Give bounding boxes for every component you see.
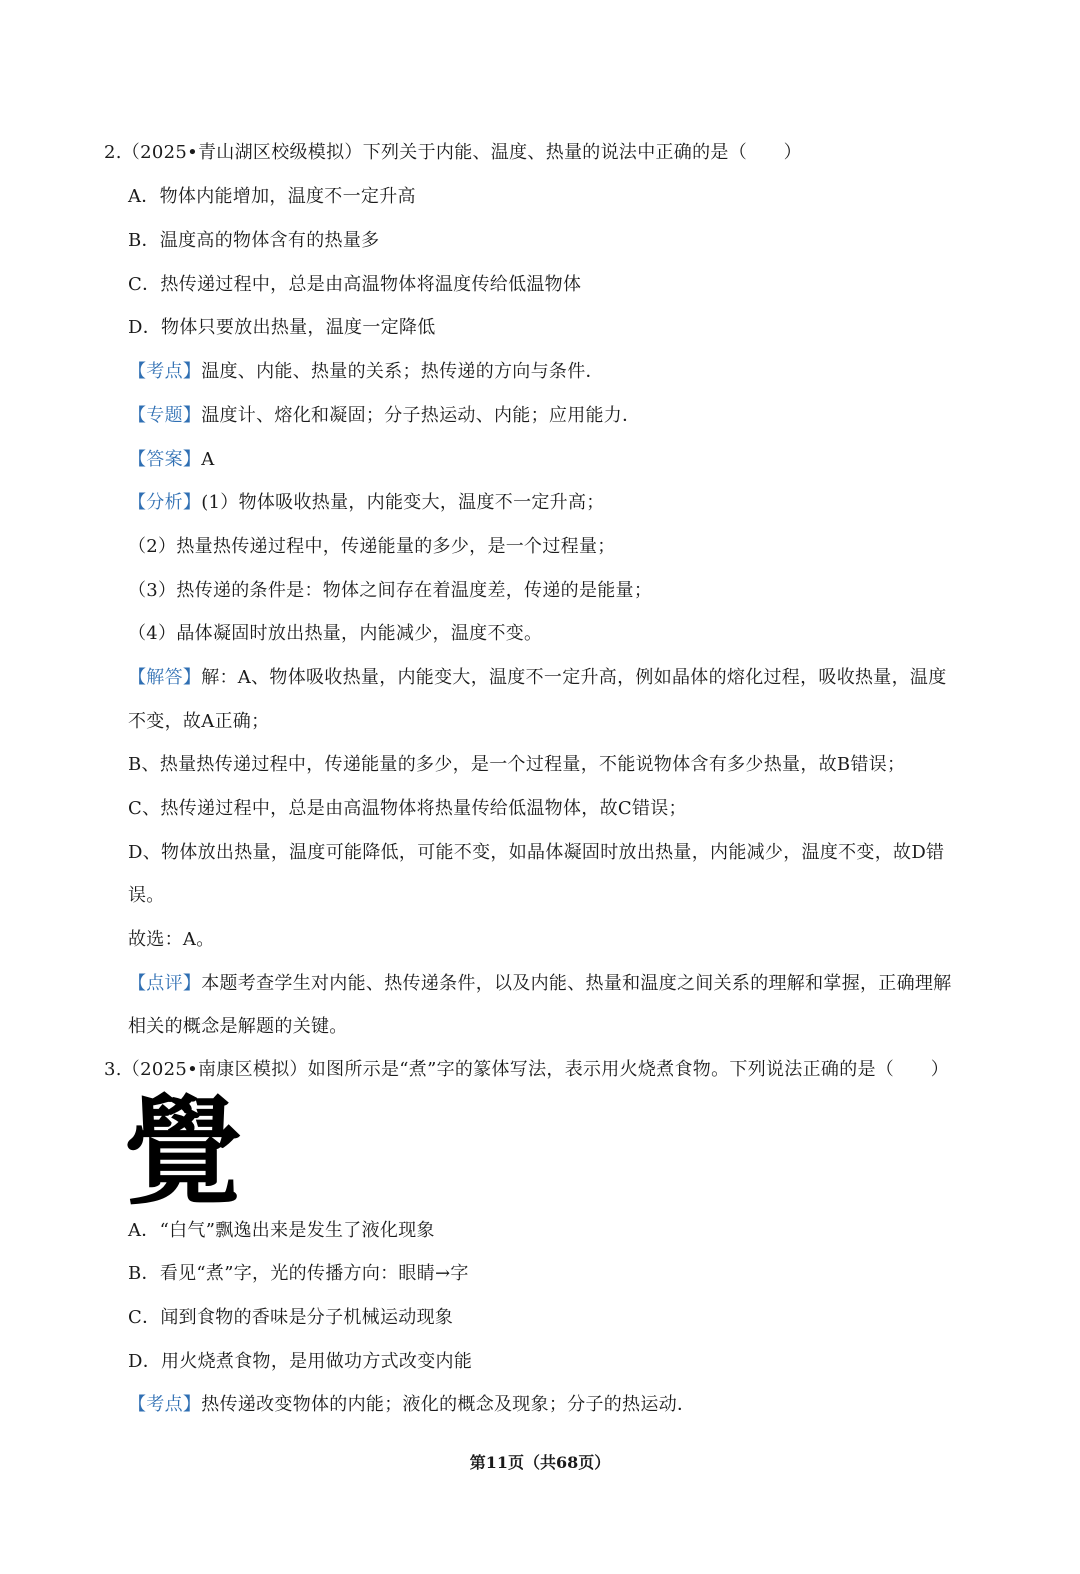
jieda-line-1: 解：A、物体吸收热量，内能变大，温度不一定升高，例如晶体的熔化过程，吸收热量，温度: [201, 667, 947, 688]
jieda-line-3: B、热量热传递过程中，传递能量的多少，是一个过程量，不能说物体含有多少热量，故B错误；: [128, 754, 906, 775]
q2-option-a: A．物体内能增加，温度不一定升高: [128, 186, 416, 207]
q2-zhuanti: [128, 404, 640, 428]
dianping-tag: 【点评】: [128, 973, 202, 994]
dianping-line-2: 相关的概念是解题的关键。: [128, 1016, 348, 1037]
q3-kaodian-tag: 【考点】: [128, 1394, 202, 1415]
q2-option-d: D．物体只要放出热量，温度一定降低: [128, 317, 436, 338]
zhuanti-text: 温度计、熔化和凝固；分子热运动、内能；应用能力．: [201, 405, 641, 426]
zhuanti-tag: 【专题】: [128, 405, 202, 426]
jieda-line-6: 误。: [128, 885, 165, 906]
question-3-stem: 3.（2025•南康区模拟）如图所示是“煮”字的篆体写法，表示用火烧煮食物。下列说法正确的是（ ）: [104, 1059, 949, 1080]
page-number-footer: 第11页（共68页）: [469, 1453, 611, 1472]
q3-kaodian: [128, 1393, 695, 1417]
q2-daan: [128, 448, 215, 472]
kaodian-text: 温度、内能、热量的关系；热传递的方向与条件．: [201, 361, 604, 382]
q3-kaodian-text: 热传递改变物体的内能；液化的概念及现象；分子的热运动．: [201, 1394, 696, 1415]
jieda-line-5: D、物体放出热量，温度可能降低，可能不变，如晶体凝固时放出热量，内能减少，温度不变，故D错: [128, 842, 945, 863]
jieda-line-2: 不变，故A正确；: [128, 711, 270, 732]
seal-script-character-image: 覺: [124, 1083, 243, 1221]
jieda-line-7: 故选：A。: [128, 929, 215, 950]
daan-tag: 【答案】: [128, 449, 202, 470]
fenxi-line-3: （3）热传递的条件是：物体之间存在着温度差，传递的是能量；: [128, 580, 653, 601]
kaodian-tag: 【考点】: [128, 361, 202, 382]
q3-option-b: B．看见“煮”字，光的传播方向：眼睛→字: [128, 1263, 469, 1284]
dianping-line-1: 本题考查学生对内能、热传递条件，以及内能、热量和温度之间关系的理解和掌握，正确理解: [201, 973, 952, 994]
fenxi-line-4: （4）晶体凝固时放出热量，内能减少，温度不变。: [128, 623, 543, 644]
q2-fenxi: [128, 491, 605, 515]
fenxi-tag: 【分析】: [128, 492, 202, 513]
q3-option-a: A．“白气”飘逸出来是发生了液化现象: [128, 1220, 435, 1241]
q2-option-b: B．温度高的物体含有的热量多: [128, 230, 380, 251]
fenxi-line-1: (1）物体吸收热量，内能变大，温度不一定升高；: [201, 492, 605, 513]
q2-dianping: [128, 972, 952, 996]
q2-option-c: C．热传递过程中，总是由高温物体将温度传给低温物体: [128, 274, 582, 295]
daan-text: A: [201, 449, 215, 470]
jieda-tag: 【解答】: [128, 667, 202, 688]
jieda-line-4: C、热传递过程中，总是由高温物体将热量传给低温物体，故C错误；: [128, 798, 687, 819]
q2-jieda: [128, 666, 947, 690]
q3-option-d: D．用火烧煮食物，是用做功方式改变内能: [128, 1351, 473, 1372]
q2-kaodian: [128, 360, 604, 384]
q3-option-c: C．闻到食物的香味是分子机械运动现象: [128, 1307, 454, 1328]
question-2-stem: 2.（2025•青山湖区校级模拟）下列关于内能、温度、热量的说法中正确的是（ ）: [104, 142, 802, 163]
fenxi-line-2: （2）热量热传递过程中，传递能量的多少，是一个过程量；: [128, 536, 616, 557]
